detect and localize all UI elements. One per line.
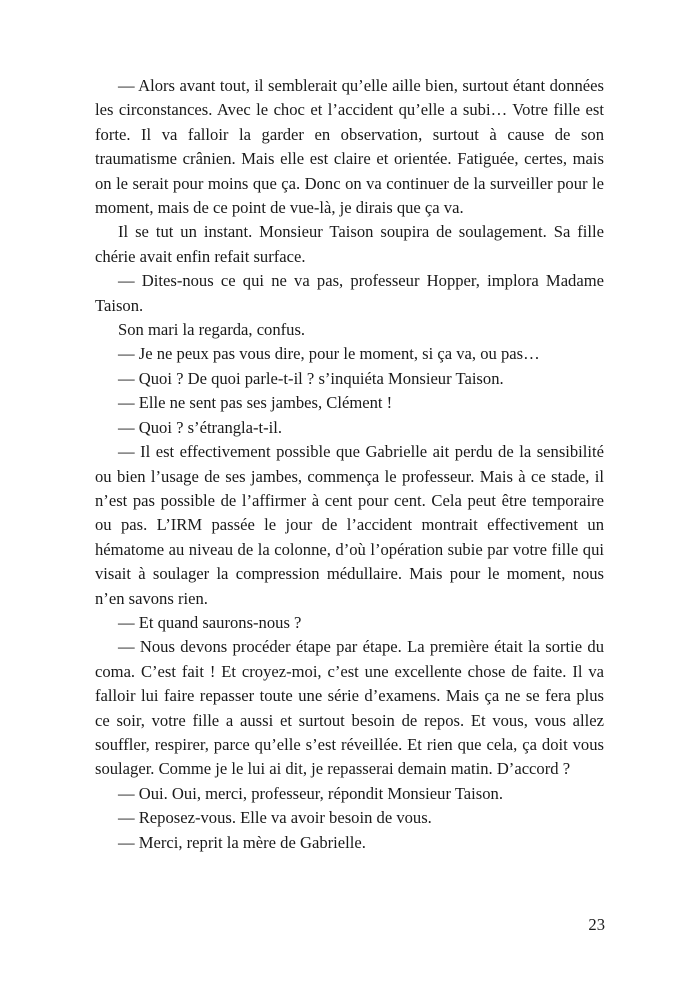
- paragraph: — Nous devons procéder étape par étape. La première était la sortie du coma. C’est fait ! Et croyez-moi, c’est une excellente chose de faite. Il va falloir lui faire repasser toute une série d’examens. Mais ça ne se fera plus ce soir, votre fille a aussi et surtout besoin de repos. Et vous, vous allez souffler, respirer, parce qu’elle s’est réveillée. Et rien que cela, ça doit vous soulager. Comme je le lui ai dit, je repasserai demain matin. D’accord ?: [95, 637, 604, 779]
- paragraph: — Quoi ? De quoi parle-t-il ? s’inquiéta Monsieur Taison.: [118, 368, 504, 388]
- paragraph: Son mari la regarda, confus.: [118, 320, 306, 340]
- paragraph: — Quoi ? s’étrangla-t-il.: [118, 417, 283, 437]
- paragraph: — Alors avant tout, il semblerait qu’elle aille bien, surtout étant données les circonstances. Avec le choc et l’accident qu’elle a subi… Votre fille est forte. Il va falloir la garder en observation, surtout à cause de son traumatisme crânien. Mais elle est claire et orientée. Fatiguée, certes, mais on le serait pour moins que ça. Donc on va continuer de la surveiller pour le moment, mais de ce point de vue-là, je dirais que ça va.: [95, 76, 604, 218]
- body-text: [95, 74, 604, 855]
- paragraph: — Merci, reprit la mère de Gabrielle.: [118, 832, 366, 852]
- paragraph: Il se tut un instant. Monsieur Taison soupira de soulagement. Sa fille chérie avait enfin refait surface.: [95, 222, 604, 266]
- paragraph: — Et quand saurons-nous ?: [118, 612, 302, 632]
- paragraph: — Je ne peux pas vous dire, pour le moment, si ça va, ou pas…: [118, 344, 540, 364]
- paragraph: — Il est effectivement possible que Gabrielle ait perdu de la sensibilité ou bien l’usage de ses jambes, commença le professeur. Mais à ce stade, il n’est pas possible de l’affirmer à cent pour cent. Cela peut être temporaire ou pas. L’IRM passée le jour de l’accident montrait effectivement un hématome au niveau de la colonne, d’où l’opération subie par votre fille qui visait à soulager la compression médullaire. Mais pour le moment, nous n’en savons rien.: [95, 442, 604, 608]
- paragraph: — Dites-nous ce qui ne va pas, professeur Hopper, implora Madame Taison.: [95, 271, 604, 315]
- paragraph: — Elle ne sent pas ses jambes, Clément !: [118, 393, 393, 413]
- paragraph: — Reposez-vous. Elle va avoir besoin de vous.: [118, 808, 432, 828]
- paragraph: — Oui. Oui, merci, professeur, répondit Monsieur Taison.: [118, 783, 503, 803]
- page-number: 23: [588, 915, 605, 934]
